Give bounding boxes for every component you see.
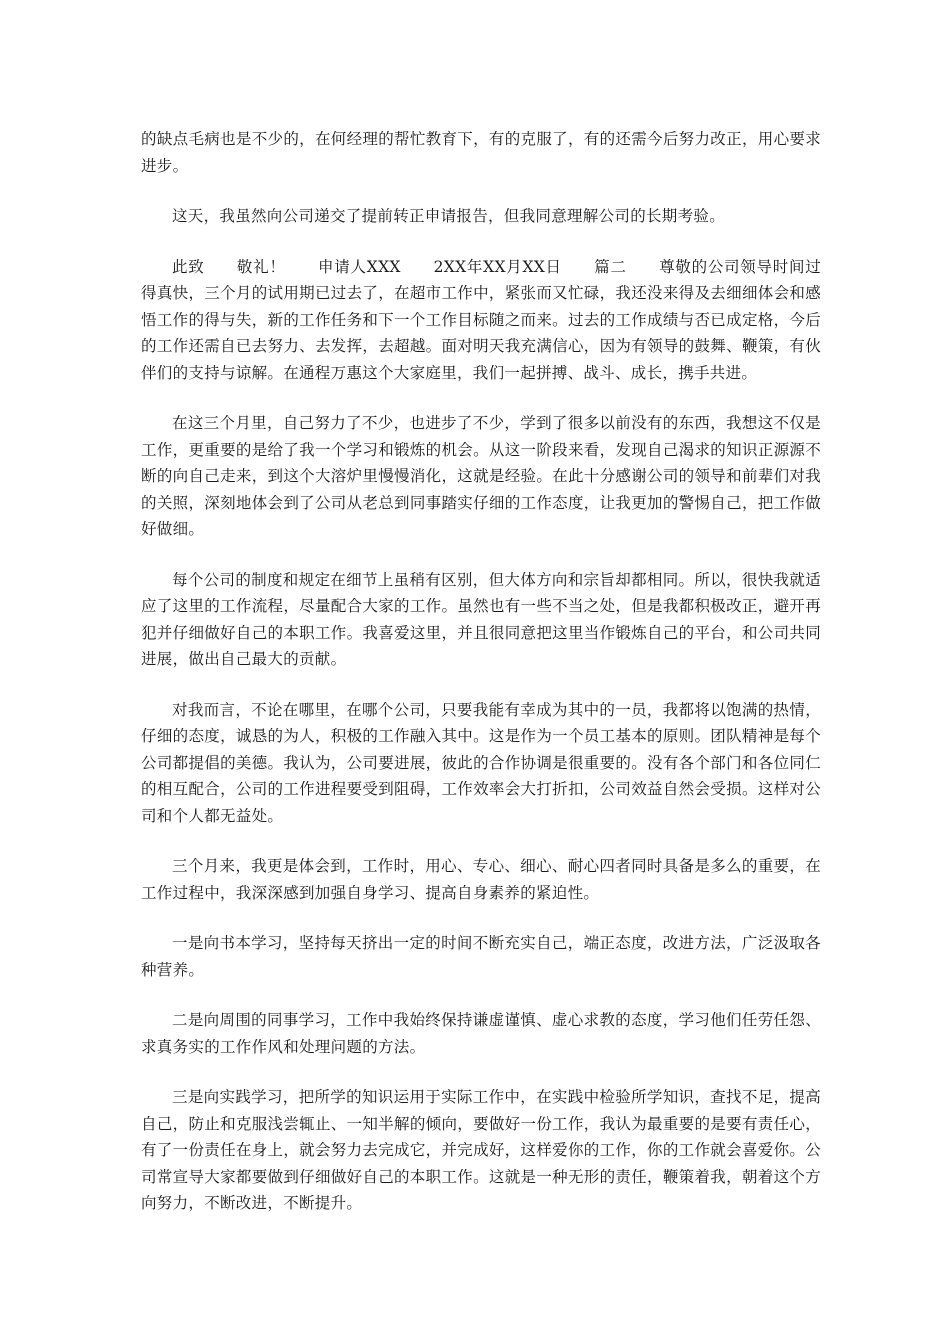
paragraph-signoff-and-part-two: 此致 敬礼！ 申请人XXX 2XX年XX月XX日 篇二 尊敬的公司领导时间过得真快，三个月的试用期已过去了，在超市工作中，紧张而又忙碌，我还没来得及去细细体会和感悟工作的得与失，新的工作任务和下一个工作目标随之而来。过去的工作成绩与否已成定格，今后的工作还需自已去努力、去发挥，去超越。面对明天我充满信心，因为有领导的鼓舞、鞭策，有伙伴们的支持与谅解。在通程万惠这个大家庭里，我们一起拼搏、战斗、成长，携手共进。 bbox=[141, 257, 821, 382]
paragraph-self-study: 三个月来，我更是体会到，工作时，用心、专心、细心、耐心四者同时具备是多么的重要，在工作过程中，我深深感到加强自身学习、提高自身素养的紧迫性。 bbox=[141, 857, 821, 902]
paragraph-team-spirit: 对我而言，不论在哪里，在哪个公司，只要我能有幸成为其中的一员，我都将以饱满的热情，仔细的态度，诚恳的为人，积极的工作融入其中。这是作为一个员工基本的原则。团队精神是每个公司都提倡的美德。我认为，公司要进展，彼此的合作协调是很重要的。没有各个部门和各位同仁的相互配合，公司的工作进程要受到阻碍，工作效率会大打折扣，公司效益自然会受损。这样对公司和个人都无益处。 bbox=[141, 700, 821, 825]
paragraph-learn-from-practice: 三是向实践学习，把所学的知识运用于实际工作中，在实践中检验所学知识，查找不足，提高自己，防止和克服浅尝辄止、一知半解的倾向，要做好一份工作，我认为最重要的是要有责任心，有了一份责任在身上，就会努力去完成它，并完成好，这样爱你的工作，你的工作就会喜爱你。公司常宣导大家都要做到仔细做好自己的本职工作。这就是一种无形的责任，鞭策着我，朝着这个方向努力，不断改进，不断提升。 bbox=[141, 1088, 821, 1212]
paragraph-continuation: 的缺点毛病也是不少的，在何经理的帮忙教育下，有的克服了，有的还需今后努力改正，用心要求进步。 bbox=[141, 130, 821, 175]
paragraph-application: 这天，我虽然向公司递交了提前转正申请报告，但我同意理解公司的长期考验。 bbox=[172, 207, 726, 225]
paragraph-learn-from-books: 一是向书本学习，坚持每天挤出一定的时间不断充实自己，端正态度，改进方法，广泛汲取各种营养。 bbox=[141, 934, 821, 979]
paragraph-three-months: 在这三个月里，自己努力了不少，也进步了不少，学到了很多以前没有的东西，我想这不仅是工作，更重要的是给了我一个学习和锻炼的机会。从这一阶段来看，发现自己渴求的知识正源源不断的向自己走来，到这个大溶炉里慢慢消化，这就是经验。在此十分感谢公司的领导和前辈们对我的关照，深刻地体会到了公司从老总到同事踏实仔细的工作态度，让我更加的警惕自己，把工作做好做细。 bbox=[141, 414, 821, 538]
document-page bbox=[141, 126, 821, 1241]
paragraph-learn-from-colleagues: 二是向周围的同事学习，工作中我始终保持谦虚谨慎、虚心求教的态度，学习他们任劳任怨、求真务实的工作作风和处理问题的方法。 bbox=[141, 1011, 821, 1056]
paragraph-company-rules: 每个公司的制度和规定在细节上虽稍有区别，但大体方向和宗旨却都相同。所以，很快我就适应了这里的工作流程，尽量配合大家的工作。虽然也有一些不当之处，但是我都积极改正，避开再犯并仔细做好自己的本职工作。我喜爱这里，并且很同意把这里当作锻炼自己的平台，和公司共同进展，做出自己最大的贡献。 bbox=[141, 570, 821, 668]
